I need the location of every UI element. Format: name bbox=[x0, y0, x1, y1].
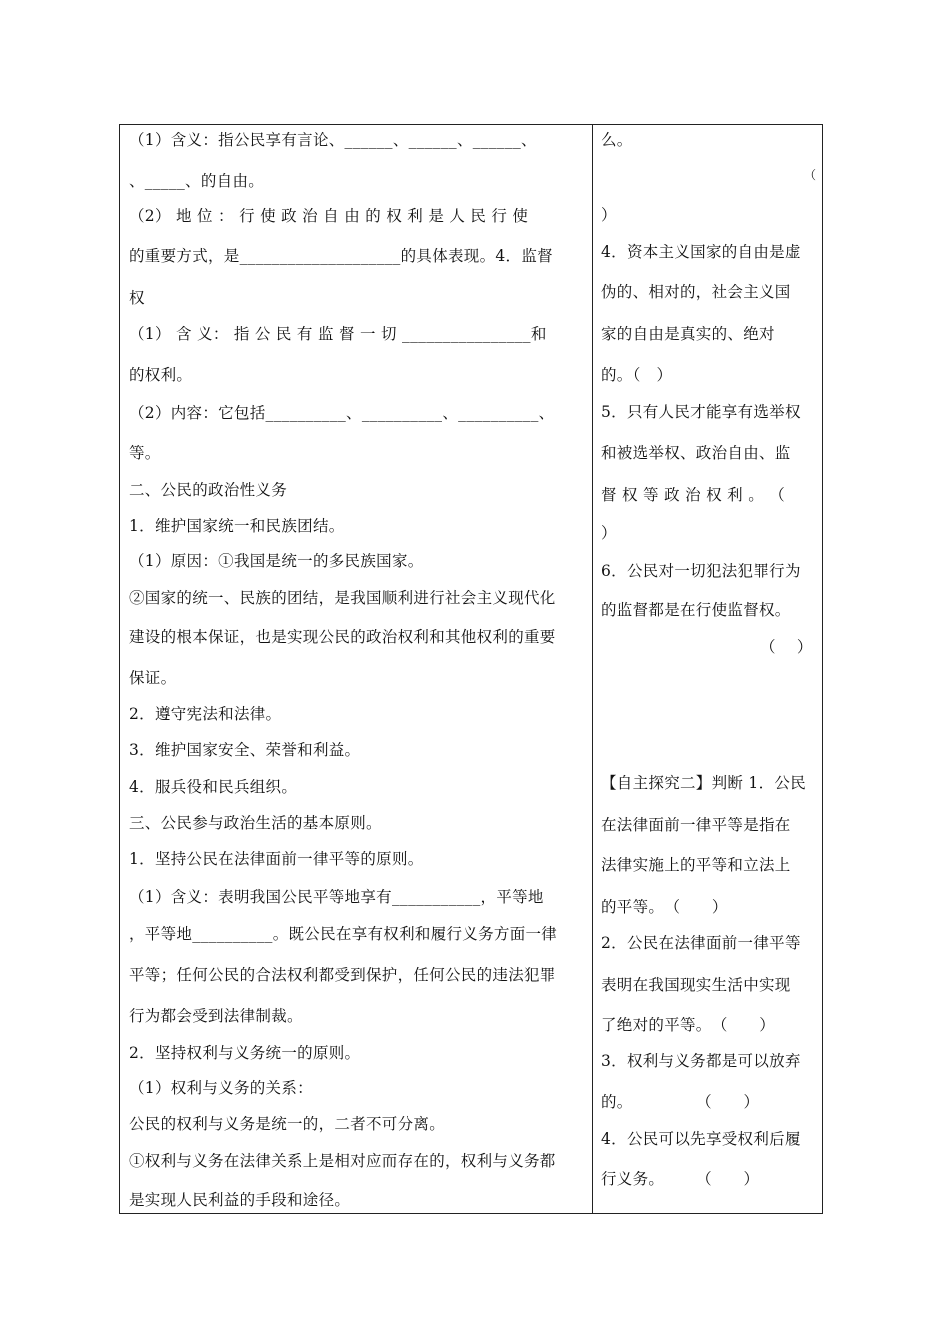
right-line-14: （ ） bbox=[760, 638, 813, 656]
left-line-12: （1）原因：①我国是统一的多民族国家。 bbox=[129, 552, 424, 570]
left-line-8: （2）内容：它包括__________、__________、__________、 bbox=[129, 404, 555, 422]
right-line-23: 的。 （ ） bbox=[601, 1093, 760, 1111]
left-line-27: 公民的权利与义务是统一的，二者不可分离。 bbox=[129, 1115, 446, 1133]
right-line-4: 4．资本主义国家的自由是虚 bbox=[601, 243, 801, 261]
left-line-18: 4．服兵役和民兵组织。 bbox=[129, 778, 298, 796]
right-line-8: 5．只有人民才能享有选举权 bbox=[601, 403, 801, 421]
left-line-16: 2．遵守宪法和法律。 bbox=[129, 705, 282, 723]
section-heading-2: 二、公民的政治性义务 bbox=[129, 481, 288, 499]
right-line-2: （ bbox=[804, 168, 817, 182]
left-line-22: ，平等地__________。既公民在享有权利和履行义务方面一律 bbox=[129, 925, 558, 943]
right-line-19: 2．公民在法律面前一律平等 bbox=[601, 934, 801, 952]
left-line-3: （2） 地 位 ： 行 使 政 治 自 由 的 权 利 是 人 民 行 使 bbox=[129, 207, 529, 225]
right-line-20: 表明在我国现实生活中实现 bbox=[601, 976, 791, 994]
left-line-28: ①权利与义务在法律关系上是相对应而存在的，权利与义务都 bbox=[129, 1152, 556, 1170]
left-line-26: （1）权利与义务的关系： bbox=[129, 1079, 313, 1097]
column-divider bbox=[592, 125, 593, 1213]
right-line-9: 和被选举权、政治自由、监 bbox=[601, 444, 791, 462]
left-line-11: 1．维护国家统一和民族团结。 bbox=[129, 517, 345, 535]
left-line-20: 1．坚持公民在法律面前一律平等的原则。 bbox=[129, 850, 424, 868]
right-line-10: 督 权 等 政 治 权 利 。 （ bbox=[601, 486, 786, 504]
worksheet-table bbox=[119, 124, 823, 1214]
left-line-2: 、_____、的自由。 bbox=[129, 172, 265, 190]
right-line-1: 么。 bbox=[601, 131, 633, 149]
left-line-7: 的权利。 bbox=[129, 366, 193, 384]
left-line-21: （1）含义：表明我国公民平等地享有___________，平等地 bbox=[129, 888, 544, 906]
left-line-29: 是实现人民利益的手段和途径。 bbox=[129, 1191, 351, 1209]
right-line-13: 的监督都是在行使监督权。 bbox=[601, 601, 791, 619]
left-line-5: 权 bbox=[129, 289, 145, 307]
right-line-11: ） bbox=[601, 524, 617, 542]
right-line-3: ） bbox=[601, 206, 617, 224]
right-line-17: 法律实施上的平等和立法上 bbox=[601, 856, 791, 874]
left-line-17: 3．维护国家安全、荣誉和利益。 bbox=[129, 741, 361, 759]
right-line-25: 行义务。 （ ） bbox=[601, 1170, 760, 1188]
left-line-1: （1）含义：指公民享有言论、______、______、______、 bbox=[129, 131, 537, 149]
left-line-4: 的重要方式，是____________________的具体表现。4．监督 bbox=[129, 247, 553, 265]
left-line-25: 2．坚持权利与义务统一的原则。 bbox=[129, 1044, 361, 1062]
left-line-23: 平等；任何公民的合法权利都受到保护，任何公民的违法犯罪 bbox=[129, 966, 556, 984]
left-line-15: 保证。 bbox=[129, 669, 177, 687]
right-line-24: 4．公民可以先享受权利后履 bbox=[601, 1130, 801, 1148]
self-study-heading: 【自主探究二】判断 1．公民 bbox=[601, 774, 806, 792]
right-line-6: 家的自由是真实的、绝对 bbox=[601, 325, 775, 343]
right-line-22: 3．权利与义务都是可以放弃 bbox=[601, 1052, 801, 1070]
right-line-16: 在法律面前一律平等是指在 bbox=[601, 816, 791, 834]
left-line-13: ②国家的统一、民族的团结，是我国顺利进行社会主义现代化 bbox=[129, 589, 556, 607]
left-line-14: 建设的根本保证，也是实现公民的政治权利和其他权利的重要 bbox=[129, 628, 556, 646]
right-line-5: 伪的、相对的，社会主义国 bbox=[601, 283, 791, 301]
section-heading-3: 三、公民参与政治生活的基本原则。 bbox=[129, 814, 382, 832]
right-line-21: 了绝对的平等。 （ ） bbox=[601, 1016, 776, 1034]
left-line-9: 等。 bbox=[129, 444, 161, 462]
right-line-7: 的。（ ） bbox=[601, 366, 673, 384]
right-line-18: 的平等。 （ ） bbox=[601, 898, 728, 916]
right-line-12: 6．公民对一切犯法犯罪行为 bbox=[601, 562, 801, 580]
left-line-6: （1） 含 义： 指 公 民 有 监 督 一 切 ________________和 bbox=[129, 325, 547, 343]
left-line-24: 行为都会受到法律制裁。 bbox=[129, 1007, 303, 1025]
